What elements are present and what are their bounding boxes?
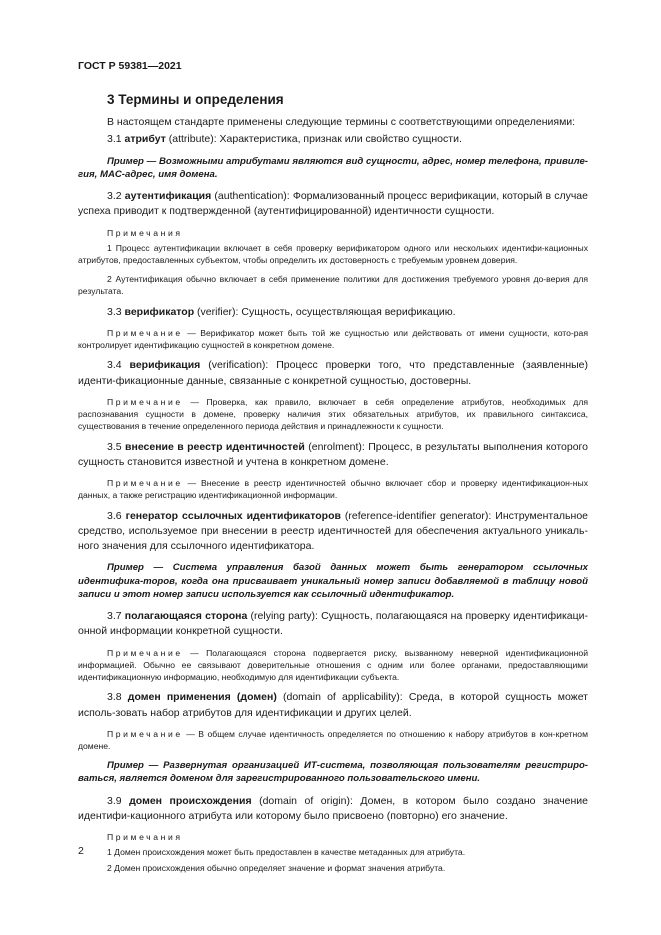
term-3-1: 3.1 атрибут (attribute): Характеристика, признак или свойство сущности.: [107, 133, 462, 146]
term-3-3: 3.3 верификатор (verifier): Сущность, осуществляющая верификацию.: [107, 305, 456, 318]
note-3-9-2: 2 Домен происхождения обычно определяет значение и формат значения атрибута.: [107, 862, 446, 873]
term-name: верификатор: [124, 305, 195, 318]
page-number: 2: [78, 845, 84, 857]
term-3-9: 3.9 домен происхождения (domain of origin): Домен, в котором было создано значение идентифи-кационного атрибута или которому было присвоено (повторно) его значение.: [78, 794, 589, 822]
section-title: 3 Термины и определения: [107, 92, 284, 107]
term-3-7: 3.7 полагающаяся сторона (relying party): Сущность, полагающаяся на проверку идентификаци-онной информации конкретной сущности.: [78, 610, 588, 638]
intro-paragraph: В настоящем стандарте применены следующие термины с соответствующими определениями:: [107, 116, 576, 128]
note-3-5: Примечание — Внесение в реестр идентичностей обычно включает сбор и проверку идентификацион-ных данных, а также регистрацию идентификационной информации.: [78, 478, 588, 501]
notes-label: Примечания: [107, 832, 183, 843]
example-3-6: Пример — Система управления базой данных может быть генератором ссылочных идентифика-торов, когда она присваивает уникальный номер записи добавляемой в таблицу новой записи и этот номер записи используется как ссылочный идентификатор.: [78, 562, 588, 600]
example-3-1: Пример — Возможными атрибутами являются вид сущности, адрес, номер телефона, привиле-гия, MAC-адрес, имя домена.: [78, 155, 588, 180]
term-3-8: 3.8 домен применения (домен) (domain of applicability): Среда, в которой сущность может исполь-зовать набор атрибутов для идентификации и других целей.: [78, 691, 588, 719]
term-name: домен применения (домен): [127, 691, 277, 704]
term-name: внесение в реестр идентичностей: [125, 440, 305, 453]
term-3-5: 3.5 внесение в реестр идентичностей (enrolment): Процесс, в результаты выполнения которого сущность становится известной и учтена в конкретном домене.: [78, 440, 588, 468]
note-3-3: Примечание — Верификатор может быть той же сущностью или действовать от имени сущности, кото-рая контролирует идентификацию сущностей в конкретном домене.: [78, 327, 588, 351]
term-name: домен происхождения: [129, 794, 252, 807]
note-3-4: Примечание — Проверка, как правило, включает в себя определение атрибутов, необходимых для распознавания сущности в домене, проверку наличия этих обязательных атрибутов, их правильного синтаксиса, существования в течение определенного периода действия и принадлежности к сущности.: [78, 396, 588, 432]
term-name: полагающаяся сторона: [124, 610, 248, 623]
term-name: атрибут: [124, 133, 166, 146]
term-name: аутентификация: [124, 190, 212, 202]
term-3-2: 3.2 аутентификация (authentication): Формализованный процесс верификации, который в случае успеха приводит к подтвержденной (аутентифицированной) идентичности сущности.: [78, 190, 588, 218]
note-3-7: Примечание — Полагающаяся сторона подвергается риску, вызванному неверной идентификационной информацией. Обычно ее связывают доверительные отношения с одним или более органами, предоставляющими идентификационную информацию, необходимую для идентификации субъекта.: [78, 647, 588, 683]
term-3-6: 3.6 генератор ссылочных идентификаторов (reference-identifier generator): Инструментальное средство, используемое при внесении в реестр идентичностей для обеспечения актуального уникаль-ного значения для ссылочного идентификатора.: [78, 509, 589, 553]
note-3-8: Примечание — В общем случае идентичность определяется по отношению к набору атрибутов в кон-кретном домене.: [78, 728, 588, 752]
document-body: [78, 115, 588, 881]
term-name: верификация: [129, 359, 201, 372]
note-3-2-2: 2 Аутентификация обычно включает в себя применение политики для достижения требуемого уровня до-верия для результата.: [78, 274, 588, 297]
term-name: генератор ссылочных идентификаторов: [125, 509, 341, 522]
document-header: ГОСТ Р 59381—2021: [78, 60, 182, 72]
term-3-4: 3.4 верификация (verification): Процесс проверки того, что представленные (заявленные) иденти-фикационные данные, связанные с конкретной сущностью, достоверны.: [78, 359, 588, 387]
notes-label: Примечания: [107, 227, 183, 238]
note-3-2-1: 1 Процесс аутентификации включает в себя проверку верификатором одного или нескольких идентифи-кационных атрибутов, предоставленных субъектом, чтобы определить их достоверность с требуемым уровнем доверия.: [78, 242, 588, 265]
example-3-8: Пример — Развернутая организацией ИТ-система, позволяющая пользователям регистриро-ваться, является доменом для зарегистрированного пользовательского имени.: [78, 760, 588, 785]
note-3-9-1: 1 Домен происхождения может быть предоставлен в качестве метаданных для атрибута.: [107, 847, 466, 858]
